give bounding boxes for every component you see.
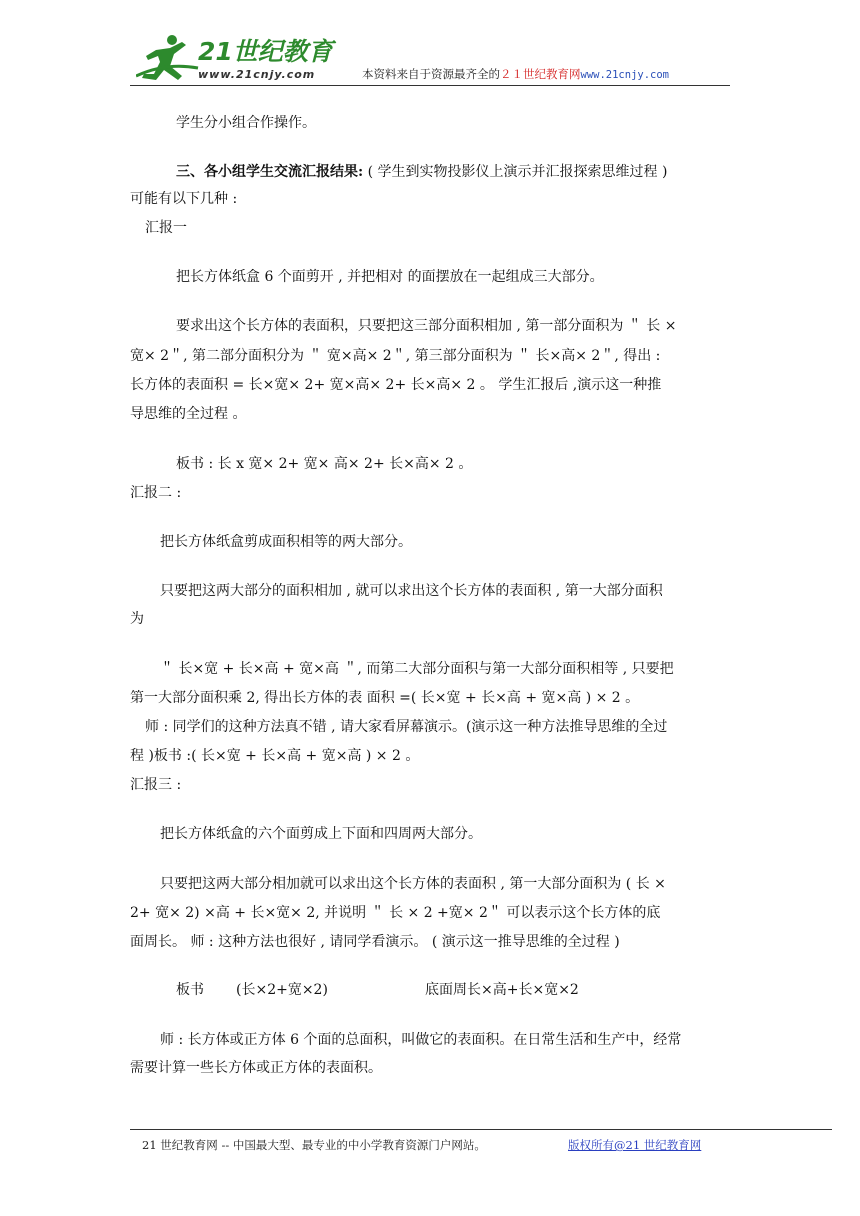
paragraph: 需要计算一些长方体或正方体的表面积。 (130, 1060, 382, 1076)
paragraph: 宽× 2＂, 第二部分面积分为 ＂ 宽×高× 2＂, 第三部分面积为 ＂ 长×高× 2＂, 得出 : (130, 348, 661, 364)
paragraph: 师 : 长方体或正方体 6 个面的总面积，叫做它的表面积。在日常生活和生产中，经常 (160, 1032, 682, 1048)
board-note-label: 板书 (176, 982, 204, 998)
footer-divider (130, 1129, 832, 1130)
paragraph: 只要把这两大部分相加就可以求出这个长方体的表面积 , 第一大部分面积为 ( 长 × (160, 876, 666, 892)
report-heading: 汇报一 (145, 220, 187, 236)
section-heading-line (176, 159, 667, 187)
report-heading: 汇报三 : (130, 777, 182, 793)
paragraph: 导思维的全过程 。 (130, 406, 247, 422)
tagline-prefix: 本资料来自于资源最齐全的 (362, 67, 500, 81)
paragraph: 师 : 同学们的这种方法真不错 , 请大家看屏幕演示。(演示这一种方法推导思维的全过 (145, 719, 668, 735)
paragraph: 把长方体纸盒 6 个面剪开 , 并把相对 的面摆放在一起组成三大部分。 (176, 269, 604, 285)
copyright-link[interactable]: 版权所有@21 世纪教育网 (568, 1138, 702, 1152)
site-logo (136, 32, 336, 86)
paragraph: 把长方体纸盒的六个面剪成上下面和四周两大部分。 (160, 826, 482, 842)
paragraph: 面周长。 师 : 这种方法也很好 , 请同学看演示。 ( 演示这一推导思维的全过程 ) (130, 934, 620, 950)
section-heading-note: ( 学生到实物投影仪上演示并汇报探索思维过程 ) (367, 164, 668, 180)
board-note-formula: 底面周长×高+长×宽×2 (425, 982, 579, 998)
paragraph: 2+ 宽× 2) ×高 + 长×宽× 2, 并说明 ＂ 长 × 2 +宽× 2＂ 可以表示这个长方体的底 (130, 905, 661, 921)
logo-text: 21世纪教育 (198, 37, 333, 66)
tagline-url: www.21cnjy.com (580, 69, 670, 81)
board-note-formula: (长×2+宽×2) (236, 982, 328, 998)
paragraph: 只要把这两大部分的面积相加 , 就可以求出这个长方体的表面积 , 第一大部分面积 (160, 583, 663, 599)
paragraph: ＂ 长×宽 + 长×高 + 宽×高 ＂, 而第二大部分面积与第一大部分面积相等 , 只要把 (160, 661, 674, 677)
logo-url: www.21cnjy.com (198, 68, 316, 81)
header-divider (130, 85, 730, 86)
tagline-site: ２１世纪教育网 (500, 67, 581, 81)
footer-text: 21 世纪教育网 -- 中国最大型、最专业的中小学教育资源门户网站。 (142, 1138, 486, 1152)
paragraph: 要求出这个长方体的表面积，只要把这三部分面积相加 , 第一部分面积为 ＂ 长 × (176, 318, 677, 334)
board-note: 板书 : 长 x 宽× 2+ 宽× 高× 2+ 长×高× 2 。 (176, 456, 473, 472)
paragraph: 长方体的表面积 = 长×宽× 2+ 宽×高× 2+ 长×高× 2 。 学生汇报后 ,演示这一种推 (130, 377, 662, 393)
header-tagline (362, 66, 669, 82)
report-heading: 汇报二 : (130, 485, 182, 501)
paragraph: 为 (130, 611, 144, 627)
paragraph: 第一大部分面积乘 2, 得出长方体的表 面积 =( 长×宽 + 长×高 + 宽×高 ) × 2 。 (130, 690, 640, 706)
paragraph: 把长方体纸盒剪成面积相等的两大部分。 (160, 534, 412, 550)
paragraph: 可能有以下几种 : (130, 191, 238, 207)
running-figure-icon (136, 32, 206, 86)
page-header (130, 28, 730, 88)
section-heading: 三、各小组学生交流汇报结果: (176, 164, 364, 180)
paragraph: 学生分小组合作操作。 (176, 115, 316, 131)
paragraph: 程 )板书 :( 长×宽 + 长×高 + 宽×高 ) × 2 。 (130, 748, 420, 764)
